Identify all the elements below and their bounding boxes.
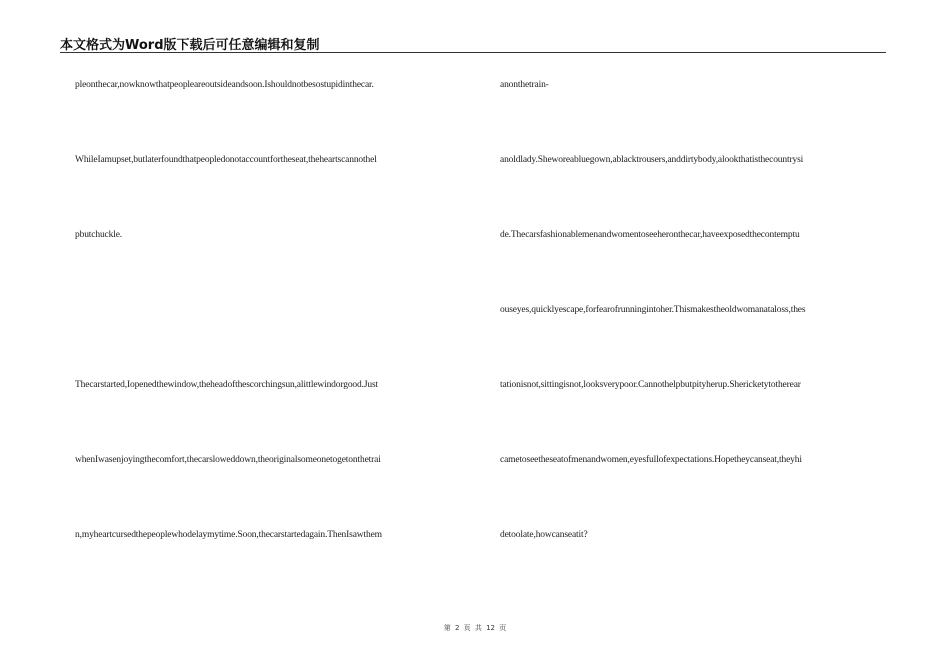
text-line: pbutchuckle. [75,230,123,240]
text-line: pleonthecar,nowknowthatpeopleareoutsideandsoon.Ishouldnotbesostupidinthecar. [75,80,374,90]
text-line: WhileIamupset,butlaterfoundthatpeopledonotaccountfortheseat,theheartscannothel [75,155,377,165]
text-line: de.Thecarsfashionablemenandwomentoseeheronthecar,haveexposedthecontemptu [500,230,800,240]
page-number: 第 2 页 共 12 页 [443,624,507,632]
text-line: ouseyes,quicklyescape,forfearofrunningintoher.Thismakestheoldwomanataloss,thes [500,305,806,315]
text-line: Thecarstarted,Iopenedthewindow,theheadofthescorchingsun,alittlewindorgood.Just [75,380,379,390]
text-line: cametoseetheseatofmenandwomen,eyesfullofexpectations.Hopetheycanseat,theyhi [500,455,802,465]
header-title: 本文格式为Word版下载后可任意编辑和复制 [60,38,320,53]
text-line: n,myheartcursedthepeoplewhodelaymytime.Soon,thecarstartedagain.ThenIsawthem [75,530,382,540]
text-line: anoldlady.Sheworeabluegown,ablacktrousers,anddirtybody,alookthatisthecountrysi [500,155,804,165]
text-line: whenIwasenjoyingthecomfort,thecarsloweddown,theoriginalsomeonetogetonthetrai [75,455,381,465]
text-line: tationisnot,sittingisnot,looksverypoor.Cannothelpbutpityherup.Shericketytotherear [500,380,801,390]
text-line: detoolate,howcanseatit? [500,530,588,540]
text-line: anonthetrain- [500,80,549,90]
page-header [60,34,886,53]
